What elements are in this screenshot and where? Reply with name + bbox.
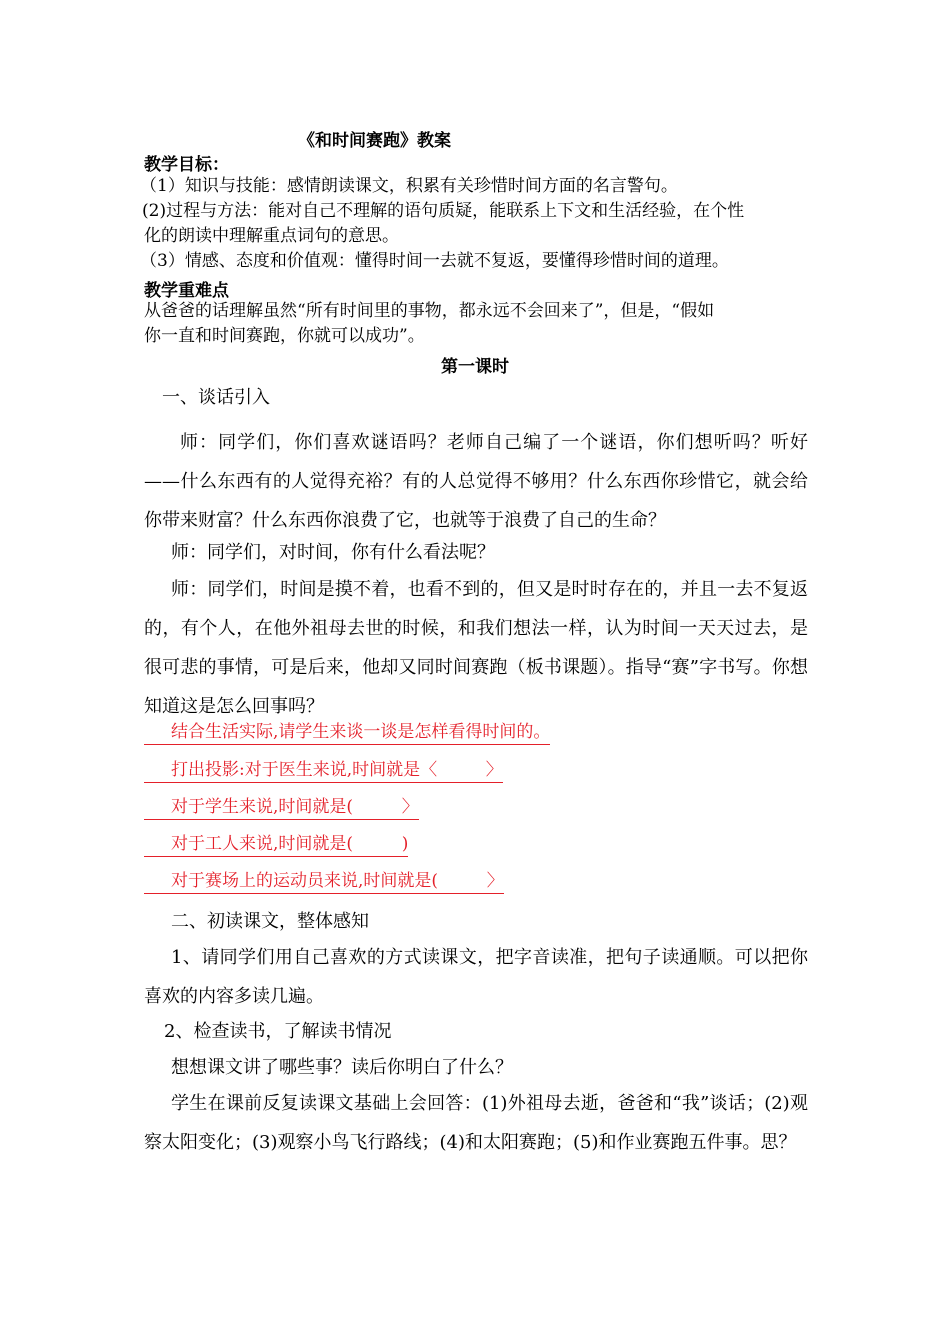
paragraph-reading-task: 1、请同学们用自己喜欢的方式读课文，把字音读准，把句子读通顺。可以把你喜欢的内容多读几遍。	[144, 947, 808, 1007]
paragraph-question: 师：同学们，对时间，你有什么看法呢？	[171, 542, 495, 563]
goal-line-3: 化的朗读中理解重点词句的意思。	[144, 226, 399, 246]
goal-line-1: （1）知识与技能：感情朗读课文，积累有关珍惜时间方面的名言警句。	[140, 176, 678, 196]
goal-line-4: （3）情感、态度和价值观：懂得时间一去就不复返，要懂得珍惜时间的道理。	[140, 251, 729, 271]
lesson-heading: 第一课时	[441, 357, 509, 377]
key-points-heading: 教学重难点	[144, 281, 229, 301]
section-heading-2: 二、初读课文，整体感知	[171, 911, 369, 932]
red-line-5: 对于赛场上的运动员来说,时间就是( 〉	[144, 869, 504, 894]
key-line-1: 从爸爸的话理解虽然“所有时间里的事物，都永远不会回来了”，但是，“假如	[144, 301, 715, 321]
goal-line-2: (2)过程与方法：能对自己不理解的语句质疑，能联系上下文和生活经验，在个性	[142, 201, 745, 221]
paragraph-riddle: 师：同学们，你们喜欢谜语吗？老师自己编了一个谜语，你们想听吗？听好——什么东西有的人觉得充裕？有的人总觉得不够用？什么东西你珍惜它，就会给你带来财富？什么东西你浪费了它，也就等于浪费了自己的生命？	[144, 432, 808, 531]
document-title: 《和时间赛跑》教案	[298, 131, 451, 151]
section-heading-1: 一、谈话引入	[162, 387, 270, 408]
paragraph-think: 想想课文讲了哪些事？读后你明白了什么？	[171, 1057, 513, 1078]
key-line-2: 你一直和时间赛跑，你就可以成功”。	[144, 326, 425, 346]
paragraph-check-reading: 2、检查读书，了解读书情况	[164, 1021, 392, 1042]
paragraph-intro-story: 师：同学们，时间是摸不着，也看不到的，但又是时时存在的，并且一去不复返的，有个人，在他外祖母去世的时候，和我们想法一样，认为时间一天天过去，是很可悲的事情，可是后来，他却又同时间赛跑（板书课题）。指导“赛”字书写。你想知道这是怎么回事吗？	[144, 579, 808, 717]
goals-heading: 教学目标：	[144, 155, 229, 175]
red-line-3: 对于学生来说,时间就是( 〉	[144, 795, 419, 820]
red-line-1: 结合生活实际,请学生来谈一谈是怎样看得时间的。	[144, 720, 550, 745]
red-line-4: 对于工人来说,时间就是( )	[144, 832, 408, 857]
paragraph-student-answer: 学生在课前反复读课文基础上会回答：(1)外祖母去逝，爸爸和“我”谈话；(2)观察太阳变化；(3)观察小鸟飞行路线；(4)和太阳赛跑；(5)和作业赛跑五件事。思？	[144, 1093, 808, 1153]
red-line-2: 打出投影:对于医生来说,时间就是〈 〉	[144, 758, 503, 783]
